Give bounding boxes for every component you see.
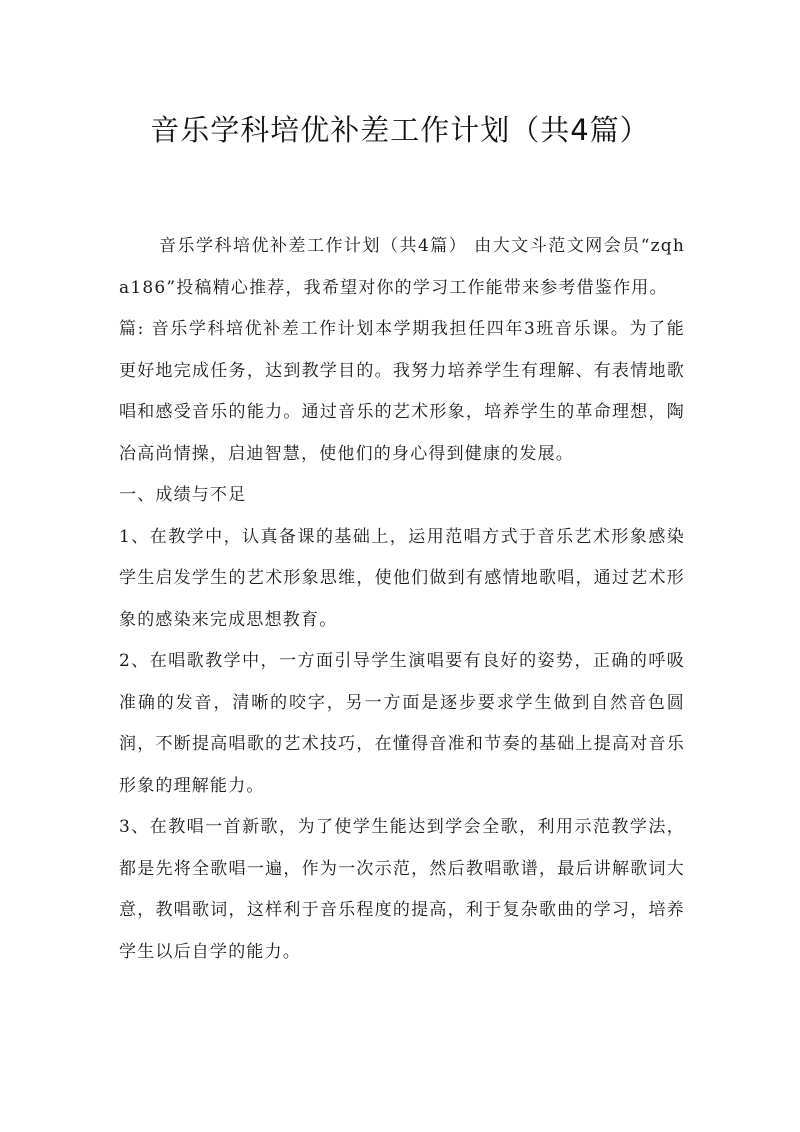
intro-paragraph: 音乐学科培优补差工作计划（共4篇） 由大文斗范文网会员“zqha186”投稿精心推荐，我希望对你的学习工作能带来参考借鉴作用。 [119,236,685,298]
list-item-2: 2、在唱歌教学中，一方面引导学生演唱要有良好的姿势，正确的呼吸准确的发音，清晰的咬字，另一方面是逐步要求学生做到自然音色圆润，不断提高唱歌的艺术技巧，在懂得音准和节奏的基础上提高对音乐形象的理解能力。 [119,651,685,796]
paragraph-overview: 篇: 音乐学科培优补差工作计划本学期我担任四年3班音乐课。为了能更好地完成任务，达到教学目的。我努力培养学生有理解、有表情地歌唱和感受音乐的能力。通过音乐的艺术形象，培养学生的革命理想，陶冶高尚情操，启迪智慧，使他们的身心得到健康的发展。 [119,319,685,464]
section-heading: 一、成绩与不足 [119,485,247,505]
document-title: 音乐学科培优补差工作计划（共4篇） [150,113,650,147]
list-item-3: 3、在教唱一首新歌，为了使学生能达到学会全歌，利用示范教学法，都是先将全歌唱一遍，作为一次示范，然后教唱歌谱，最后讲解歌词大意，教唱歌词，这样利于音乐程度的提高，利于复杂歌曲的学习，培养学生以后自学的能力。 [119,817,685,962]
list-item-1: 1、在教学中，认真备课的基础上，运用范唱方式于音乐艺术形象感染学生启发学生的艺术形象思维，使他们做到有感情地歌唱，通过艺术形象的感染来完成思想教育。 [119,526,685,630]
document-body [119,226,685,973]
